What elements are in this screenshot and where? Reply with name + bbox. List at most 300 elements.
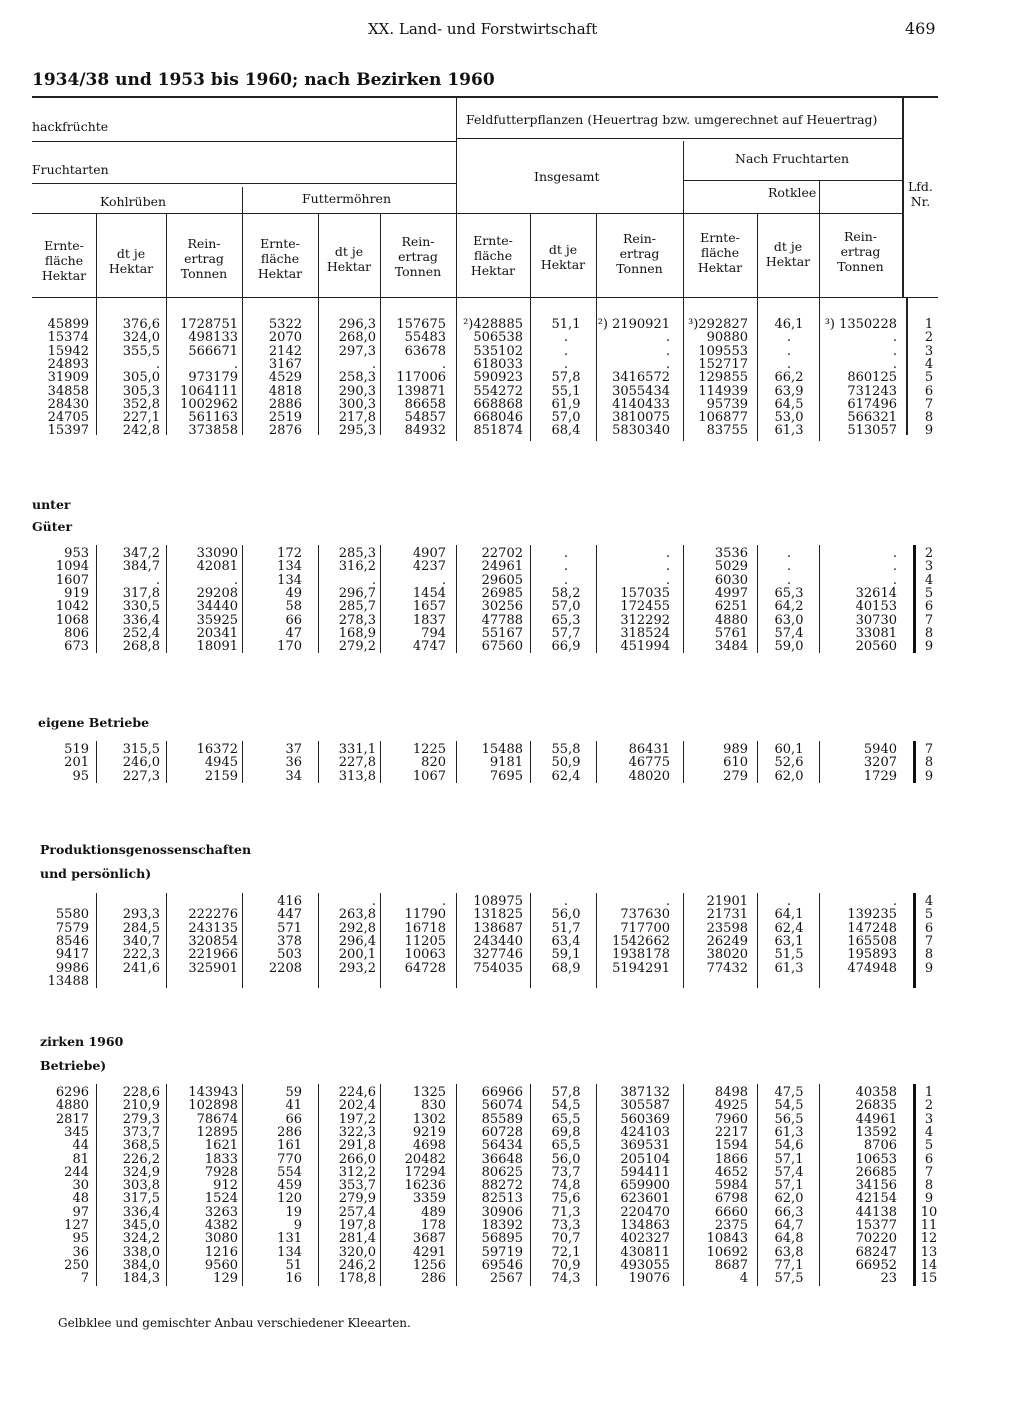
table-cell: 317,5 (122, 1191, 160, 1207)
header-lfd-nr: Lfd. Nr. (908, 179, 933, 209)
table-cell: 62,4 (551, 768, 581, 784)
table-cell: 61,3 (774, 1124, 804, 1140)
table-cell: 338,0 (122, 1244, 160, 1260)
header-futtermoehren: Futtermöhren (302, 191, 391, 206)
table-cell: 369531 (620, 1138, 670, 1154)
table-cell: 77432 (706, 960, 748, 976)
table-cell: 184,3 (122, 1271, 160, 1287)
table-cell: 7 (924, 933, 934, 949)
table-cell: 246,2 (338, 1257, 376, 1273)
table-cell: 4 (739, 1271, 748, 1287)
table-cell: 4 (924, 572, 934, 588)
table-cell: 63678 (404, 343, 446, 359)
table-cell: . (665, 572, 670, 588)
table-cell: 201 (64, 755, 89, 771)
table-cell: 178,8 (338, 1271, 376, 1287)
table-cell: 4529 (268, 370, 302, 386)
table-cell: ²)428885 (463, 317, 523, 332)
table-cell: 57,8 (551, 1085, 581, 1100)
table-cell: . (786, 356, 792, 372)
table-cell: 912 (213, 1178, 238, 1194)
table-cell: . (892, 559, 897, 575)
table-cell: 7 (924, 612, 934, 628)
table-cell: 74,3 (551, 1271, 581, 1287)
table-cell: 566321 (847, 410, 897, 426)
table-cell: 1302 (412, 1111, 446, 1127)
table-cell: 424103 (620, 1124, 670, 1140)
table-cell: 86431 (628, 742, 670, 757)
group-header-feldfutterpflanzen: Feldfutterpflanzen (Heuertrag bzw. umgerechnet auf Heuertrag) (466, 112, 878, 127)
table-cell: 44138 (855, 1204, 897, 1220)
table-cell: 4140433 (612, 396, 670, 412)
table-cell: 315,5 (122, 742, 160, 757)
table-cell: 1068 (55, 612, 89, 628)
table-cell: 37 (285, 742, 302, 757)
table-cell: 16718 (404, 920, 446, 936)
table-cell: 16372 (196, 742, 238, 757)
table-cell: 973179 (188, 370, 238, 386)
table-cell: 594411 (620, 1164, 670, 1180)
table-cell: 50,9 (551, 755, 581, 771)
table-cell: 172455 (620, 599, 670, 615)
table-cell: 279,3 (122, 1111, 160, 1127)
table-cell: 42081 (196, 559, 238, 575)
table-cell: 51 (285, 1257, 302, 1273)
table-cell: 3359 (412, 1191, 446, 1207)
table-cell: 2070 (268, 330, 302, 346)
table-cell: 54,5 (551, 1098, 581, 1114)
table-cell: 10653 (855, 1151, 897, 1167)
table-cell: . (563, 330, 569, 346)
table-cell: 266,0 (338, 1151, 376, 1167)
table-cell: 29208 (196, 585, 238, 601)
table-cell: 4997 (714, 585, 748, 601)
table-cell: . (892, 343, 897, 359)
table-cell: 2208 (268, 960, 302, 976)
table-cell: 143943 (188, 1085, 238, 1100)
table-cell: 65,5 (551, 1111, 581, 1127)
table-cell: 138687 (473, 920, 523, 936)
header-kohlrueben: Kohlrüben (100, 194, 167, 209)
table-cell: 15942 (47, 343, 89, 359)
table-cell: 44961 (855, 1111, 897, 1127)
table-cell: 376,6 (122, 317, 160, 332)
table-cell: 34440 (196, 599, 238, 615)
table-cell: 345,0 (122, 1218, 160, 1233)
table-cell: . (665, 894, 670, 909)
table-cell: 32614 (855, 585, 897, 601)
table-cell: 227,3 (122, 768, 160, 784)
table-cell: 285,7 (338, 599, 376, 615)
section-title: Produktionsgenossenschaften (40, 842, 252, 857)
table-cell: 6296 (55, 1085, 89, 1100)
table-cell: 291,8 (338, 1138, 376, 1154)
table-cell: 320854 (188, 933, 238, 949)
table-cell: 66,9 (551, 639, 581, 655)
table-cell: 34858 (47, 383, 89, 399)
table-cell: 16236 (404, 1178, 446, 1194)
table-cell: 1042 (55, 599, 89, 615)
table-cell: 95 (72, 1231, 89, 1247)
table-cell: 26249 (706, 933, 748, 949)
table-cell: 4652 (714, 1164, 748, 1180)
header-insgesamt: Insgesamt (534, 169, 600, 184)
table-cell: 55,1 (551, 383, 581, 399)
group-header-hackfruechte: hackfrüchte (32, 119, 109, 134)
colhead-3: Rein- ertrag Tonnen (180, 236, 228, 281)
table-cell: 2 (924, 330, 934, 346)
table-cell: 15397 (47, 423, 89, 439)
table-cell: 9 (924, 960, 934, 976)
table-cell: 279,9 (338, 1191, 376, 1207)
table-cell: 325901 (188, 960, 238, 976)
table-cell: 61,9 (551, 396, 581, 412)
table-cell: 23 (880, 1271, 897, 1287)
table-cell: 178 (421, 1218, 446, 1233)
table-cell: 535102 (473, 343, 523, 359)
table-cell: 673 (64, 639, 89, 655)
table-cell: 49 (285, 585, 302, 601)
table-cell: 4 (924, 356, 934, 372)
table-cell: 200,1 (338, 947, 376, 963)
table-cell: 336,4 (122, 1204, 160, 1220)
table-cell: 324,2 (122, 1231, 160, 1247)
table-cell: 820 (421, 755, 446, 771)
table-cell: 1216 (204, 1244, 238, 1260)
table-cell: . (563, 572, 569, 588)
table-cell: 40358 (855, 1085, 897, 1100)
table-cell: 44 (72, 1138, 89, 1154)
table-cell: 317,8 (122, 585, 160, 601)
table-cell: 3 (924, 343, 934, 359)
table-cell: 64,7 (774, 1218, 804, 1233)
table-cell: 30256 (481, 599, 523, 615)
table-cell: 1729 (863, 768, 897, 784)
table-cell: 754035 (473, 960, 523, 976)
section-subtitle: und persönlich) (40, 866, 152, 881)
table-cell: . (892, 356, 897, 372)
table-cell: 668868 (473, 396, 523, 412)
table-cell: 1002962 (180, 396, 238, 412)
table-cell: 9560 (204, 1257, 238, 1273)
table-cell: 336,4 (122, 612, 160, 628)
table-cell: 243135 (188, 920, 238, 936)
table-cell: 8546 (55, 933, 89, 949)
table-cell: 85589 (481, 1111, 523, 1127)
table-cell: . (563, 559, 569, 575)
table-cell: 241,6 (122, 960, 160, 976)
table-cell: 2886 (268, 396, 302, 412)
table-cell: 610 (723, 755, 748, 771)
table-cell: 195893 (847, 947, 897, 963)
table-cell: . (786, 559, 792, 575)
table-cell: 6798 (714, 1191, 748, 1207)
table-cell: 10692 (706, 1244, 748, 1260)
table-cell: 340,7 (122, 933, 160, 949)
table-cell: 75,6 (551, 1191, 581, 1207)
table-cell: 69546 (481, 1257, 523, 1273)
table-cell: 157675 (396, 317, 446, 332)
table-cell: 8 (924, 947, 934, 963)
table-cell: 3 (924, 559, 934, 575)
table-cell: 152717 (698, 356, 748, 372)
table-cell: 1 (924, 317, 934, 332)
table-cell: 18392 (481, 1218, 523, 1233)
table-cell: 316,2 (338, 559, 376, 575)
table-cell: 51,7 (551, 920, 581, 936)
table-cell: . (233, 572, 238, 588)
table-cell: . (892, 546, 897, 561)
table-cell: 330,5 (122, 599, 160, 615)
table-cell: 285,3 (338, 546, 376, 561)
table-cell: 66952 (855, 1257, 897, 1273)
table-cell: 102898 (188, 1098, 238, 1114)
table-cell: 227,8 (338, 755, 376, 771)
table-cell: 279,2 (338, 639, 376, 655)
table-cell: 71,3 (551, 1204, 581, 1220)
table-cell: 498133 (188, 330, 238, 346)
table-cell: 56,5 (774, 1111, 804, 1127)
table-cell: 503 (277, 947, 302, 963)
table-cell: 5984 (714, 1178, 748, 1194)
table-cell: . (665, 546, 670, 561)
table-cell: 384,7 (122, 559, 160, 575)
table-cell: 161 (277, 1138, 302, 1154)
table-cell: 1225 (412, 742, 446, 757)
table-cell: 35925 (196, 612, 238, 628)
table-cell: 8 (924, 625, 934, 641)
table-cell: 4382 (204, 1218, 238, 1233)
table-cell: 368,5 (122, 1138, 160, 1154)
table-cell: 305,0 (122, 370, 160, 386)
footnote: Gelbklee und gemischter Anbau verschiedener Kleearten. (58, 1316, 411, 1330)
table-cell: 59,1 (551, 947, 581, 963)
table-cell: 327746 (473, 947, 523, 963)
table-cell: 66 (285, 612, 302, 628)
table-cell: . (892, 330, 897, 346)
table-cell: 46,1 (774, 317, 804, 332)
colhead-10: Ernte- fläche Hektar (697, 230, 743, 275)
table-cell: 6 (924, 920, 934, 936)
table-cell: 4925 (714, 1098, 748, 1114)
table-cell: 30906 (481, 1204, 523, 1220)
table-cell: 513057 (847, 423, 897, 439)
table-cell: 26685 (855, 1164, 897, 1180)
table-cell: 5194291 (612, 960, 670, 976)
table-cell: 9 (924, 639, 934, 655)
table-cell: 23598 (706, 920, 748, 936)
table-cell: 281,4 (338, 1231, 376, 1247)
section-subtitle: Güter (32, 519, 73, 534)
table-cell: 48 (72, 1191, 89, 1207)
table-cell: 296,3 (338, 317, 376, 332)
table-cell: 402327 (620, 1231, 670, 1247)
table-cell: 9417 (55, 947, 89, 963)
table-cell: . (563, 356, 569, 372)
table-cell: 202,4 (338, 1098, 376, 1114)
table-cell: 17294 (404, 1164, 446, 1180)
table-cell: 34156 (855, 1178, 897, 1194)
table-cell: 33090 (196, 546, 238, 561)
table-cell: 561163 (188, 410, 238, 426)
table-cell: . (892, 572, 897, 588)
table-cell: 226,2 (122, 1151, 160, 1167)
table-cell: 66 (285, 1111, 302, 1127)
table-cell: 65,3 (551, 612, 581, 628)
table-cell: . (786, 894, 792, 909)
table-cell: 305,3 (122, 383, 160, 399)
table-cell: 55483 (404, 330, 446, 346)
table-cell: 506538 (473, 330, 523, 346)
table-cell: 2 (924, 546, 934, 561)
table-cell: 56434 (481, 1138, 523, 1154)
table-cell: 68,4 (551, 423, 581, 439)
table-cell: 1542662 (612, 933, 670, 949)
table-cell: 373858 (188, 423, 238, 439)
table-cell: 13592 (855, 1124, 897, 1140)
table-cell: 15 (920, 1271, 938, 1287)
table-cell: 324,9 (122, 1164, 160, 1180)
table-cell: 106877 (698, 410, 748, 426)
table-cell: 3687 (412, 1231, 446, 1247)
table-cell: 54,6 (774, 1138, 804, 1154)
table-cell: . (563, 343, 569, 359)
table-cell: 197,8 (338, 1218, 376, 1233)
table-cell: 1325 (412, 1085, 446, 1100)
table-cell: 1594 (714, 1138, 748, 1154)
table-cell: 293,3 (122, 907, 160, 923)
table-cell: 8 (924, 1178, 934, 1194)
table-cell: 4880 (55, 1098, 89, 1114)
table-cell: 222276 (188, 907, 238, 923)
table-cell: 36 (72, 1244, 89, 1260)
table-cell: 737630 (620, 907, 670, 923)
table-cell: . (786, 330, 792, 346)
table-cell: 57,1 (774, 1178, 804, 1194)
table-cell: 14 (920, 1257, 938, 1273)
table-cell: 157035 (620, 585, 670, 601)
colhead-8: dt je Hektar (540, 242, 586, 272)
table-cell: 30730 (855, 612, 897, 628)
table-cell: 851874 (473, 423, 523, 439)
table-cell: 3810075 (612, 410, 670, 426)
table-cell: 3167 (268, 356, 302, 372)
table-cell: 278,3 (338, 612, 376, 628)
table-cell: 519 (64, 742, 89, 757)
table-cell: 2817 (55, 1111, 89, 1127)
table-cell: 26985 (481, 585, 523, 601)
table-cell: 279 (723, 768, 748, 784)
section-title: unter (32, 497, 71, 512)
table-cell: 989 (723, 742, 748, 757)
table-cell: 55167 (481, 625, 523, 641)
table-cell: 9 (924, 1191, 934, 1207)
table-cell: 1454 (412, 585, 446, 601)
table-cell: . (563, 894, 569, 909)
table-cell: 80625 (481, 1164, 523, 1180)
table-cell: 59719 (481, 1244, 523, 1260)
table-cell: 120 (277, 1191, 302, 1207)
table-cell: 45899 (47, 317, 89, 332)
table-cell: ²) 2190921 (597, 317, 670, 332)
table-cell: 1094 (55, 559, 89, 575)
table-cell: 2217 (714, 1124, 748, 1140)
table-cell: 65,3 (774, 585, 804, 601)
table-cell: 2142 (268, 343, 302, 359)
table-cell: 4907 (412, 546, 446, 561)
table-cell: 78674 (196, 1111, 238, 1127)
table-cell: 224,6 (338, 1085, 376, 1100)
table-cell: 64,8 (774, 1231, 804, 1247)
table-cell: 47,5 (774, 1085, 804, 1100)
table-cell: 12 (920, 1231, 938, 1247)
table-cell: 2519 (268, 410, 302, 426)
table-cell: 63,8 (774, 1244, 804, 1260)
table-cell: 205104 (620, 1151, 670, 1167)
table-cell: 20482 (404, 1151, 446, 1167)
table-cell: 210,9 (122, 1098, 160, 1114)
table-cell: 5 (924, 370, 934, 386)
table-cell: 62,4 (774, 920, 804, 936)
table-cell: 57,1 (774, 1151, 804, 1167)
table-cell: 15374 (47, 330, 89, 346)
table-cell: 3055434 (612, 383, 670, 399)
table-cell: 46775 (628, 755, 670, 771)
table-cell: 33081 (855, 625, 897, 641)
table-cell: 63,1 (774, 933, 804, 949)
table-cell: 5830340 (612, 423, 670, 439)
table-cell: 56,0 (551, 907, 581, 923)
table-cell: 21731 (706, 907, 748, 923)
table-cell: 67560 (481, 639, 523, 655)
table-cell: 20341 (196, 625, 238, 641)
table-cell: 7695 (489, 768, 523, 784)
table-cell: 56,0 (551, 1151, 581, 1167)
table-cell: 1837 (412, 612, 446, 628)
table-cell: 84932 (404, 423, 446, 439)
table-cell: 9986 (55, 960, 89, 976)
table-cell: 300,3 (338, 396, 376, 412)
table-cell: 117006 (396, 370, 446, 386)
table-cell: 60,1 (774, 742, 804, 757)
table-cell: 2876 (268, 423, 302, 439)
table-cell: 63,0 (774, 612, 804, 628)
table-cell: 373,7 (122, 1124, 160, 1140)
table-cell: 312292 (620, 612, 670, 628)
table-cell: 22702 (481, 546, 523, 561)
table-cell: 3207 (863, 755, 897, 771)
table-cell: 268,8 (122, 639, 160, 655)
table-cell: 70220 (855, 1231, 897, 1247)
table-cell: 355,5 (122, 343, 160, 359)
table-cell: 618033 (473, 356, 523, 372)
table-cell: 19076 (628, 1271, 670, 1287)
table-cell: 244 (64, 1164, 89, 1180)
table-cell: 82513 (481, 1191, 523, 1207)
table-cell: 73,7 (551, 1164, 581, 1180)
table-cell: 246,0 (122, 755, 160, 771)
table-cell: 24961 (481, 559, 523, 575)
table-cell: 64,1 (774, 907, 804, 923)
table-cell: 59,0 (774, 639, 804, 655)
table-cell: 53,0 (774, 410, 804, 426)
table-cell: 47 (285, 625, 302, 641)
table-cell: . (371, 356, 376, 372)
table-cell: 3416572 (612, 370, 670, 386)
table-cell: 252,4 (122, 625, 160, 641)
colhead-11: dt je Hektar (765, 239, 811, 269)
table-cell: . (786, 572, 792, 588)
